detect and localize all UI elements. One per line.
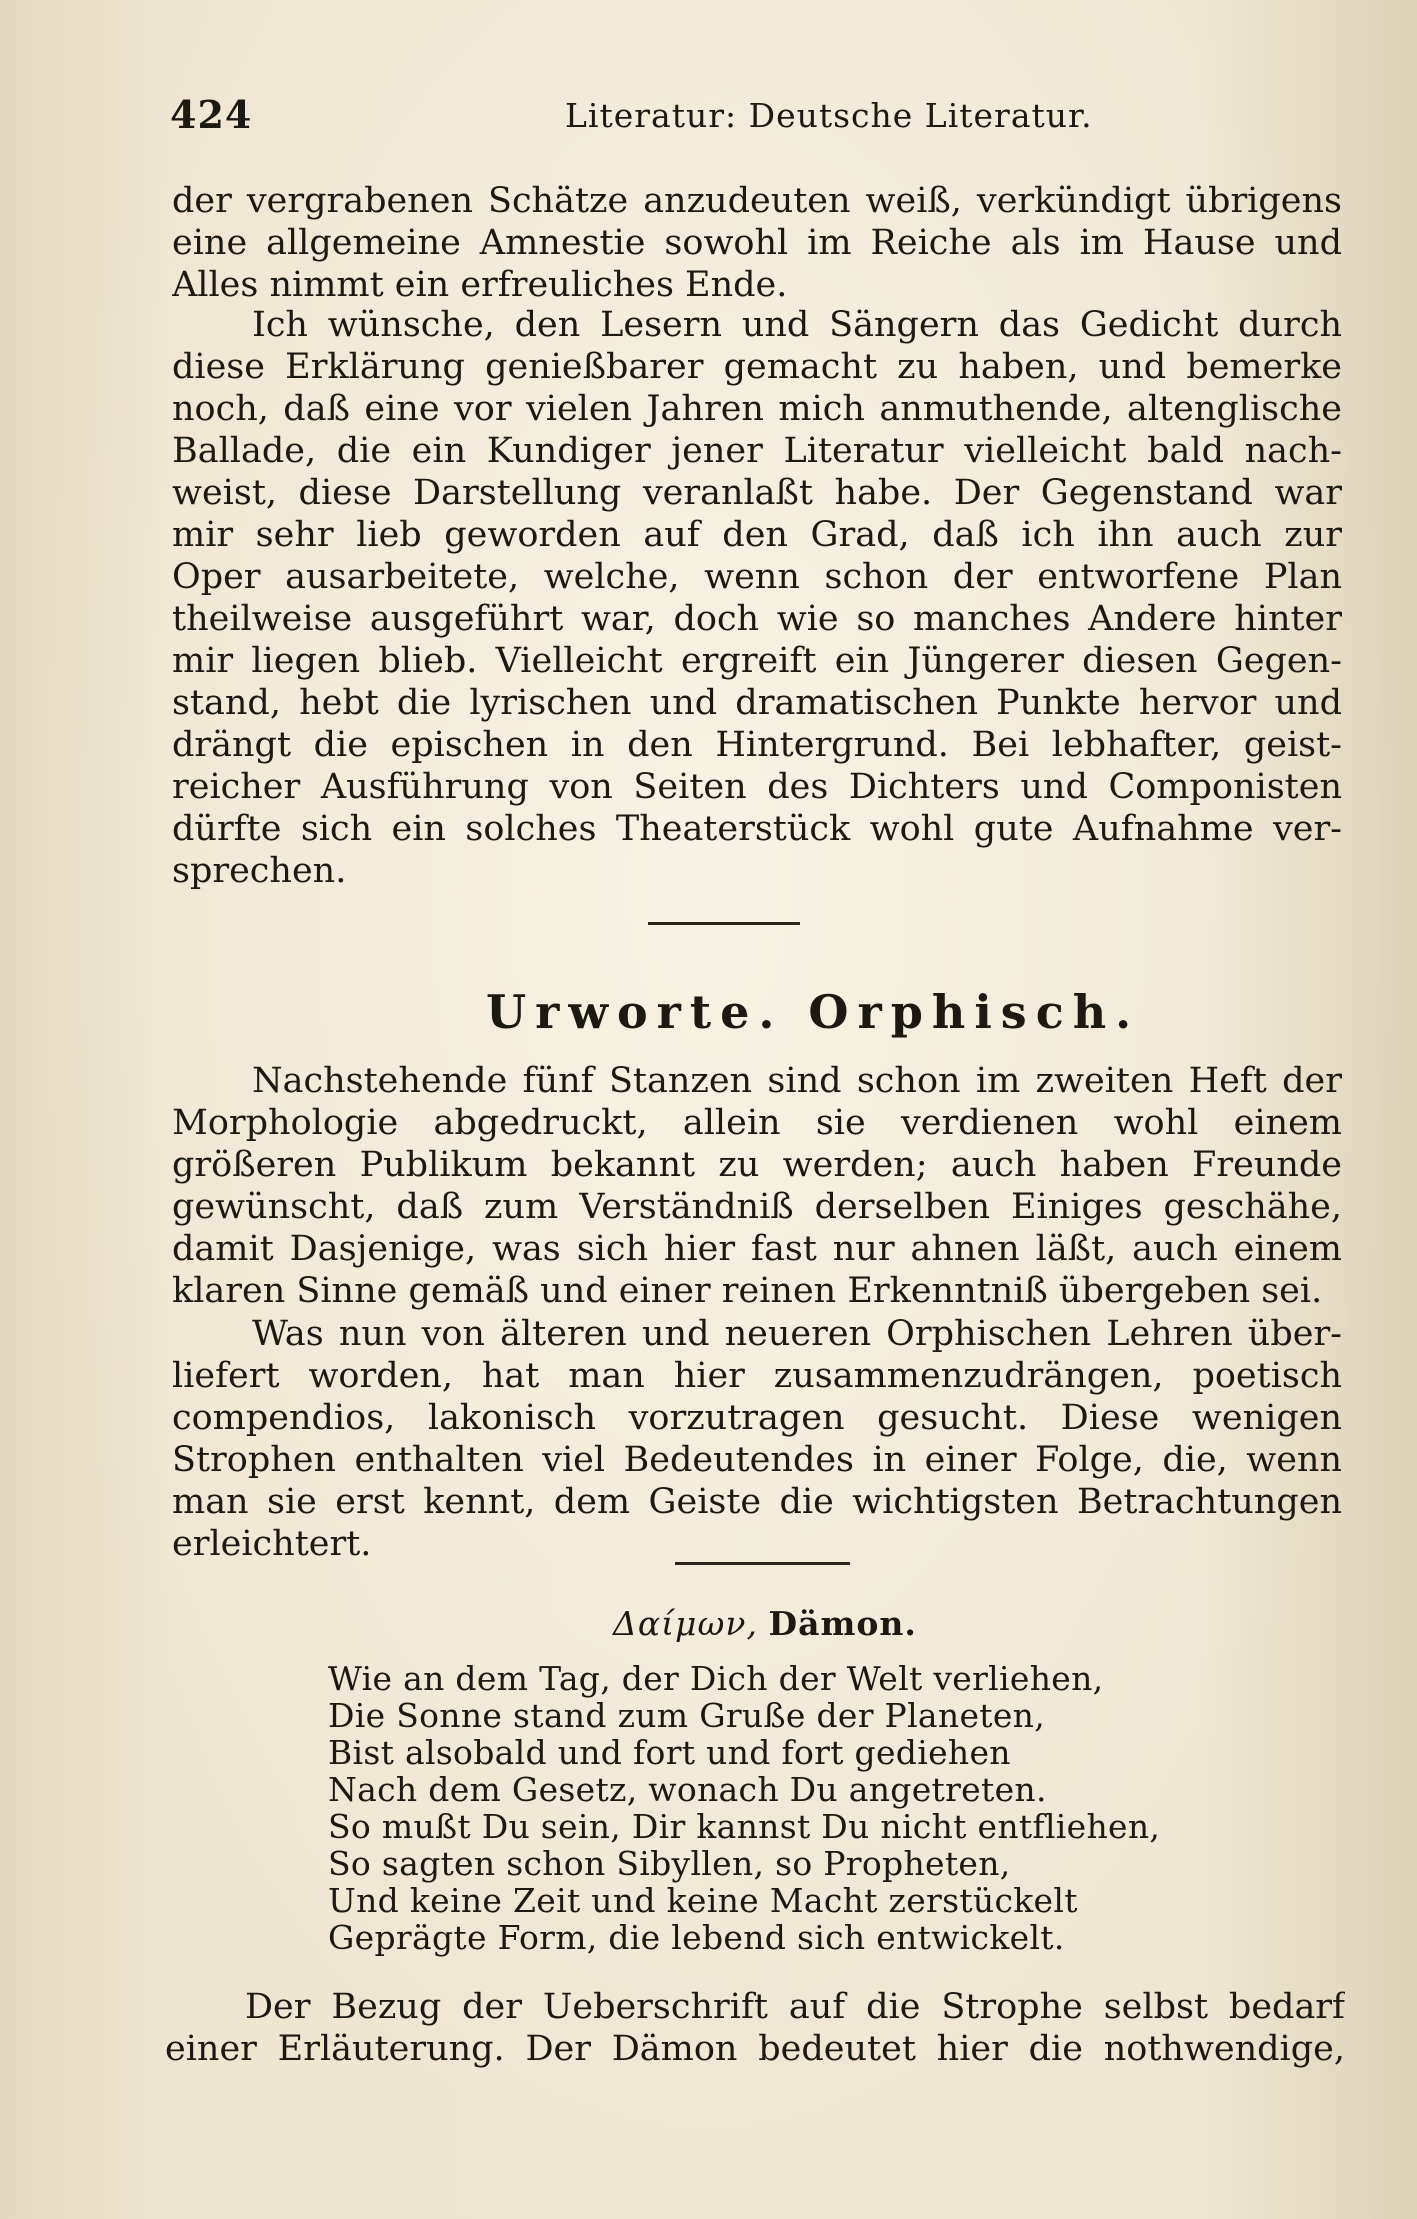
text-line: dürfte sich ein solches Theaterstück wohl gute Aufnahme ver- <box>172 809 1342 849</box>
text-line: Oper ausarbeitete, welche, wenn schon der entworfene Plan <box>172 557 1342 597</box>
poem-verse: Die Sonne stand zum Gruße der Planeten, <box>328 1696 1046 1735</box>
page-header <box>170 92 1340 142</box>
text-line: klaren Sinne gemäß und einer reinen Erkenntniß übergeben sei. <box>172 1271 1323 1311</box>
text-line: Was nun von älteren und neueren Orphischen Lehren über- <box>252 1314 1342 1354</box>
text-line: Nachstehende fünf Stanzen sind schon im zweiten Heft der <box>252 1061 1342 1101</box>
text-line: erleichtert. <box>172 1524 372 1564</box>
poem-verse: Wie an dem Tag, der Dich der Welt verliehen, <box>328 1659 1104 1698</box>
text-line: noch, daß eine vor vielen Jahren mich anmuthende, altenglische <box>172 389 1342 429</box>
text-line: einer Erläuterung. Der Dämon bedeutet hier die nothwendige, <box>165 2029 1345 2069</box>
text-line: eine allgemeine Amnestie sowohl im Reiche als im Hause und <box>172 223 1342 263</box>
text-line: theilweise ausgeführt war, doch wie so manches Andere hinter <box>172 599 1342 639</box>
section-divider <box>675 1562 850 1565</box>
text-line: größeren Publikum bekannt zu werden; auch haben Freunde <box>172 1145 1342 1185</box>
running-head: Literatur: Deutsche Literatur. <box>565 96 1093 135</box>
poem-title-greek: Δαίμων, <box>613 1604 758 1643</box>
text-line: drängt die epischen in den Hintergrund. Bei lebhafter, geist- <box>172 725 1342 765</box>
text-line: compendios, lakonisch vorzutragen gesucht. Diese wenigen <box>172 1398 1342 1438</box>
text-line: man sie erst kennt, dem Geiste die wichtigsten Betrachtungen <box>172 1482 1342 1522</box>
poem-verse: So mußt Du sein, Dir kannst Du nicht entfliehen, <box>328 1807 1161 1846</box>
text-line: diese Erklärung genießbarer gemacht zu haben, und bemerke <box>172 347 1342 387</box>
text-line: gewünscht, daß zum Verständniß derselben Einiges geschähe, <box>172 1187 1342 1227</box>
text-line: liefert worden, hat man hier zusammenzudrängen, poetisch <box>172 1356 1342 1396</box>
paragraph-orphic <box>172 1313 1342 1565</box>
text-line: Morphologie abgedruckt, allein sie verdienen wohl einem <box>172 1103 1342 1143</box>
poem-verse: Und keine Zeit und keine Macht zerstückelt <box>328 1881 1078 1920</box>
text-line: Ich wünsche, den Lesern und Sängern das Gedicht durch <box>252 305 1342 345</box>
text-line: der vergrabenen Schätze anzudeuten weiß, verkündigt übrigens <box>172 181 1342 221</box>
poem-verse: Bist alsobald und fort und fort gediehen <box>328 1733 1011 1772</box>
text-line: reicher Ausführung von Seiten des Dichters und Componisten <box>172 767 1342 807</box>
text-line: mir sehr lieb geworden auf den Grad, daß ich ihn auch zur <box>172 515 1342 555</box>
text-line: damit Dasjenige, was sich hier fast nur ahnen läßt, auch einem <box>172 1229 1342 1269</box>
text-line: mir liegen blieb. Vielleicht ergreift ein Jüngerer diesen Gegen- <box>172 641 1342 681</box>
text-line: Ballade, die ein Kundiger jener Literatur vielleicht bald nach- <box>172 431 1342 471</box>
paragraph-author-note <box>172 304 1342 892</box>
section-divider <box>648 922 800 925</box>
text-line: Strophen enthalten viel Bedeutendes in einer Folge, die, wenn <box>172 1440 1342 1480</box>
paragraph-intro <box>172 1060 1342 1312</box>
poem-verse: Nach dem Gesetz, wonach Du angetreten. <box>328 1770 1047 1809</box>
poem-stanza <box>328 1660 1328 1956</box>
poem-title-german: Dämon. <box>768 1604 917 1643</box>
text-line: stand, hebt die lyrischen und dramatischen Punkte hervor und <box>172 683 1342 723</box>
page-number: 424 <box>170 92 253 137</box>
poem-verse: Geprägte Form, die lebend sich entwickelt. <box>328 1918 1065 1957</box>
text-line: sprechen. <box>172 851 347 891</box>
section-title: Urworte. Orphisch. <box>486 985 1141 1039</box>
text-line: Der Bezug der Ueberschrift auf die Strophe selbst bedarf <box>245 1987 1345 2027</box>
poem-title <box>613 1604 917 1643</box>
paragraph-continued <box>172 180 1342 306</box>
text-line: Alles nimmt ein erfreuliches Ende. <box>172 265 788 305</box>
text-line: weist, diese Darstellung veranlaßt habe. Der Gegenstand war <box>172 473 1342 513</box>
poem-verse: So sagten schon Sibyllen, so Propheten, <box>328 1844 1011 1883</box>
paragraph-commentary <box>165 1986 1345 2070</box>
